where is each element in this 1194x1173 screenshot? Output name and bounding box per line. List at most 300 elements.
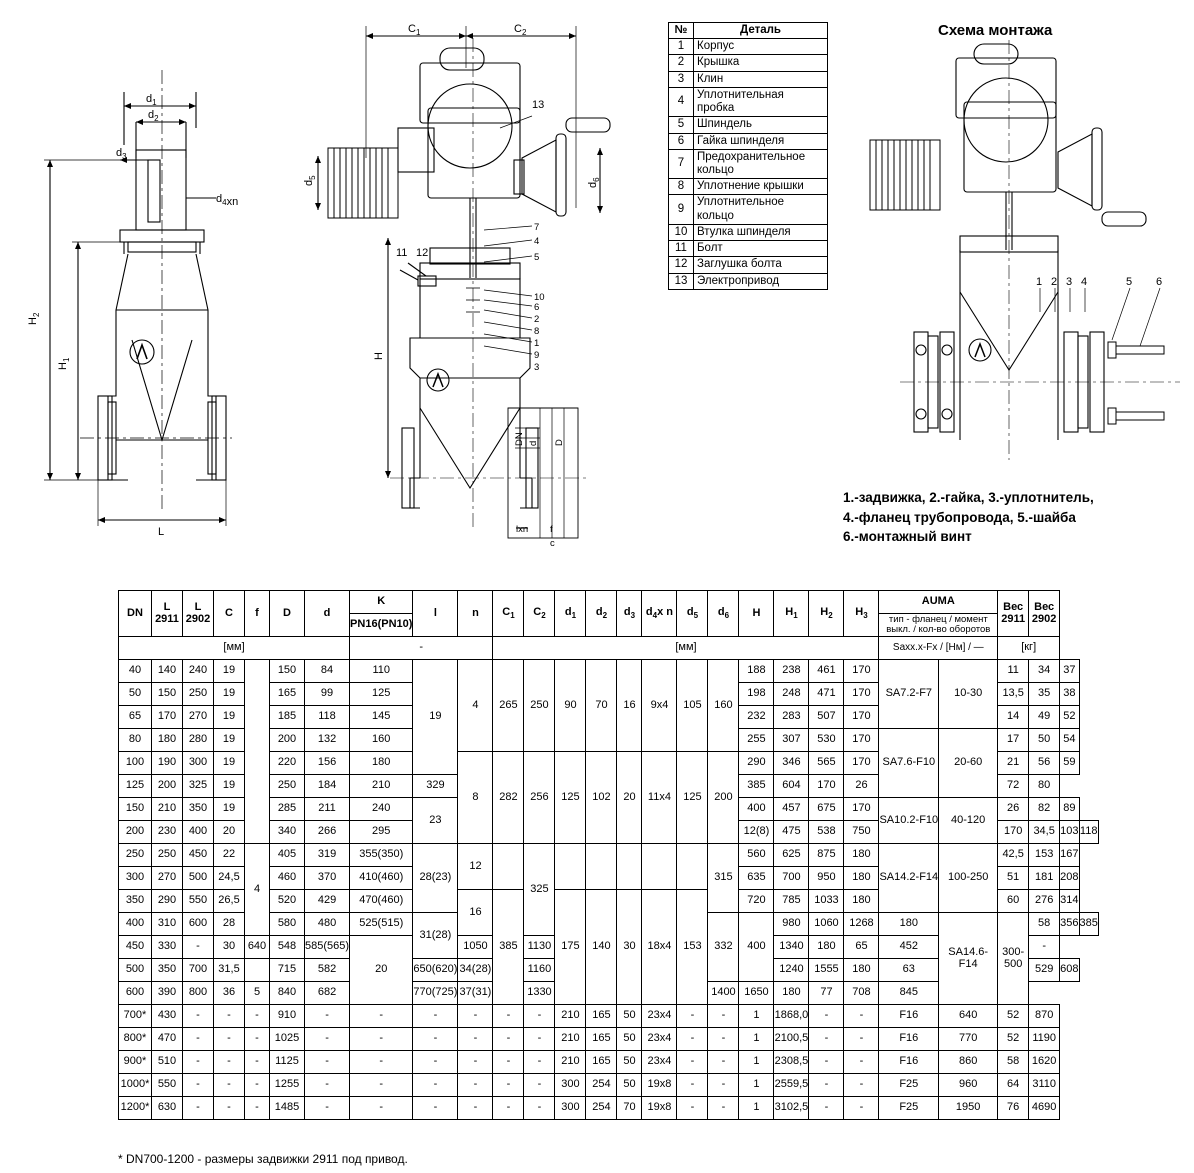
cell-d-big: 200 [270, 729, 305, 752]
svg-text:L: L [158, 526, 165, 538]
installation-scheme-drawing [840, 40, 1194, 490]
cell-weight-r: 89 [1060, 798, 1079, 821]
cell-d-small: - [305, 1028, 350, 1051]
cell-h: 980 [774, 913, 809, 936]
cell-weight-mid: 51 [998, 867, 1029, 890]
cell-d-small: 84 [305, 660, 350, 683]
cell-l: 37(31) [458, 982, 493, 1005]
col-d-small: d [305, 591, 350, 637]
cell-h: 1 [739, 1028, 774, 1051]
cell-dn: 125 [119, 775, 152, 798]
svg-text:DN: DN [514, 432, 525, 446]
cell-c1: 282 [493, 752, 524, 844]
cell-dn: 900* [119, 1051, 152, 1074]
cell-d-small: 211 [305, 798, 350, 821]
cell-h: 560 [739, 844, 774, 867]
cell-l2911: 270 [152, 867, 183, 890]
col-n: n [458, 591, 493, 637]
cell-d1: 90 [555, 660, 586, 752]
cell-d-big: 250 [270, 775, 305, 798]
cell-c: 30 [214, 936, 245, 959]
cell-weight-l: 452 [879, 936, 939, 959]
cell-h1: 3102,5 [774, 1097, 809, 1120]
cell-h3: 170 [844, 752, 879, 775]
cell-c1: - [493, 1097, 524, 1120]
cell-l: 34(28) [458, 959, 493, 982]
valve-with-actuator-drawing [270, 8, 670, 578]
svg-text:d2: $d_2$ [148, 109, 159, 123]
cell-c: - [214, 1097, 245, 1120]
cell-auma-type: SA14.2-F14 [879, 844, 939, 913]
cell-d-big: 1255 [270, 1074, 305, 1097]
cell-dn: 600 [119, 982, 152, 1005]
cell-weight-mid: 77 [809, 982, 844, 1005]
cell-d-big: 165 [270, 683, 305, 706]
cell-d-small: - [305, 1074, 350, 1097]
cell-weight-l: 181 [1029, 867, 1060, 890]
cell-d4xn [642, 844, 677, 890]
table-row [669, 195, 828, 224]
parts-header-name: Деталь [694, 23, 828, 39]
svg-text:8: 8 [534, 326, 540, 337]
cell-l: - [413, 1005, 458, 1028]
cell-h: 475 [774, 821, 809, 844]
cell-weight-r: 4690 [1029, 1097, 1060, 1120]
cell-d1: 175 [555, 890, 586, 1005]
cell-l2911: 200 [152, 775, 183, 798]
svg-text:d3: $d_3$ [116, 147, 127, 161]
table-row [669, 224, 828, 240]
cell-n: - [458, 1097, 493, 1120]
cell-k: 180 [350, 752, 413, 775]
cell-l2911: 510 [152, 1051, 183, 1074]
cell-l2911: 250 [152, 844, 183, 867]
cell-k: 355(350) [350, 844, 413, 867]
specifications-table [118, 590, 1099, 1120]
cell-d4xn: 19x8 [642, 1074, 677, 1097]
cell-l2911: 630 [152, 1097, 183, 1120]
units-mm-1: [мм] [119, 637, 350, 660]
cell-c: - [214, 1005, 245, 1028]
cell-weight-r: 118 [1079, 821, 1098, 844]
cell-f [245, 660, 270, 844]
svg-text:H: H [373, 352, 385, 360]
cell-d6: 315 [708, 844, 739, 913]
cell-c1: - [493, 1028, 524, 1051]
cell-dn: 300 [119, 867, 152, 890]
cell-d5: - [677, 1074, 708, 1097]
cell-d-small: 370 [305, 867, 350, 890]
part-num: 4 [669, 87, 694, 116]
part-num: 1 [669, 39, 694, 55]
part-num: 7 [669, 149, 694, 178]
cell-weight-l: 529 [1029, 959, 1060, 982]
cell-d-small: 184 [305, 775, 350, 798]
cell-h2: 471 [809, 683, 844, 706]
cell-c1: - [493, 1074, 524, 1097]
cell-h3: 180 [844, 959, 879, 982]
cell-dn: 800* [119, 1028, 152, 1051]
cell-d5: 125 [677, 752, 708, 844]
cell-h1: 238 [774, 660, 809, 683]
cell-l2902: 350 [183, 798, 214, 821]
cell-k: 470(460) [350, 890, 413, 913]
cell-l2911: 150 [152, 683, 183, 706]
cell-d5: 153 [677, 890, 708, 1005]
cell-weight-r: 167 [1060, 844, 1079, 867]
table-row [669, 55, 828, 71]
cell-auma-moment: 1950 [939, 1097, 998, 1120]
cell-d-big: 460 [270, 867, 305, 890]
cell-k: 525(515) [350, 913, 413, 936]
cell-auma-moment: 100-250 [939, 844, 998, 913]
cell-l2902: - [183, 1097, 214, 1120]
cell-l2911: 330 [152, 936, 183, 959]
cell-h3: - [844, 1097, 879, 1120]
cell-f: 4 [245, 844, 270, 936]
cell-d3: 20 [617, 752, 642, 844]
svg-text:9: 9 [534, 350, 540, 361]
cell-h: 188 [739, 660, 774, 683]
part-name: Предохранительное кольцо [694, 149, 828, 178]
cell-f: 5 [245, 982, 270, 1005]
cell-h: 400 [739, 798, 774, 821]
part-num: 11 [669, 241, 694, 257]
cell-h3: 180 [774, 982, 809, 1005]
cell-h2: 565 [809, 752, 844, 775]
cell-h: 255 [739, 729, 774, 752]
cell-h: 290 [739, 752, 774, 775]
part-name: Уплотнительное кольцо [694, 195, 828, 224]
svg-text:11: 11 [396, 247, 408, 259]
col-l: l [413, 591, 458, 637]
cell-d2: 102 [586, 752, 617, 844]
cell-h: 1160 [524, 959, 555, 982]
cell-h3: 170 [844, 706, 879, 729]
part-name: Электропривод [694, 273, 828, 289]
cell-weight-r: 3110 [1029, 1074, 1060, 1097]
cell-l2902: 700 [183, 959, 214, 982]
cell-k: 585(565) [305, 936, 350, 959]
cell-n: 8 [458, 752, 493, 844]
cell-n: - [458, 1074, 493, 1097]
cell-f: - [245, 1051, 270, 1074]
cell-h: 635 [739, 867, 774, 890]
table-row [669, 117, 828, 133]
part-name: Болт [694, 241, 828, 257]
cell-auma-type: SA7.6-F10 [879, 729, 939, 798]
cell-d-small: 582 [305, 959, 350, 982]
cell-c: 28 [214, 913, 245, 936]
cell-l2911: 430 [152, 1005, 183, 1028]
cell-n: 12 [458, 844, 493, 890]
cell-c: - [214, 1074, 245, 1097]
cell-h2: 604 [774, 775, 809, 798]
cell-auma-type: SA14.6-F14 [939, 913, 998, 1005]
cell-weight-l: 49 [1029, 706, 1060, 729]
cell-l2902: 400 [183, 821, 214, 844]
cell-h3: - [844, 1051, 879, 1074]
units-kg: [кг] [998, 637, 1060, 660]
cell-d-small: 156 [305, 752, 350, 775]
cell-c2: 256 [524, 752, 555, 844]
cell-auma-type: F25 [879, 1097, 939, 1120]
part-name: Корпус [694, 39, 828, 55]
svg-text:2: 2 [1051, 276, 1058, 288]
cell-h2: 1033 [809, 890, 844, 913]
cell-f [245, 959, 270, 982]
cell-d-small: 548 [270, 936, 305, 959]
cell-c: 22 [214, 844, 245, 867]
cell-weight-l: 356 [1060, 913, 1079, 936]
units-auma: Saxx.x-Fx / [Нм] / — [879, 637, 998, 660]
svg-text:1: 1 [534, 338, 540, 349]
cell-d3: 30 [617, 890, 642, 1005]
cell-weight-l: 708 [844, 982, 879, 1005]
montage-legend [843, 488, 1094, 547]
cell-weight-l: 76 [998, 1097, 1029, 1120]
col-d5: $d_5$ [677, 591, 708, 637]
cell-h1: 700 [774, 867, 809, 890]
cell-l2911: 140 [152, 660, 183, 683]
cell-h2: - [809, 1028, 844, 1051]
part-num: 2 [669, 55, 694, 71]
cell-l2902: 325 [183, 775, 214, 798]
cell-dn: 350 [119, 890, 152, 913]
svg-text:13: 13 [532, 99, 545, 111]
cell-h: 198 [739, 683, 774, 706]
cell-l2911: 180 [152, 729, 183, 752]
cell-d-small: 99 [305, 683, 350, 706]
cell-d4xn: 11x4 [642, 752, 677, 844]
col-h2: $H_2$ [809, 591, 844, 637]
montage-title: Схема монтажа [938, 22, 1053, 39]
cell-l2902: - [183, 1074, 214, 1097]
part-name: Уплотнение крышки [694, 179, 828, 195]
cell-weight-mid: 58 [1029, 913, 1060, 936]
cell-weight-r: 37 [1060, 660, 1079, 683]
cell-d4xn: 19x8 [642, 1097, 677, 1120]
cell-auma-moment: 10-30 [939, 660, 998, 729]
cell-h1: 1400 [708, 982, 739, 1005]
cell-h3: - [844, 1005, 879, 1028]
cell-c: 19 [214, 775, 245, 798]
cell-k: 110 [350, 660, 413, 683]
cell-h2: 1268 [844, 913, 879, 936]
cell-l: - [413, 1028, 458, 1051]
col-dn: DN [119, 591, 152, 637]
cell-auma-type: F25 [879, 1074, 939, 1097]
cell-d3: 50 [617, 1028, 642, 1051]
cell-d6: - [708, 1028, 739, 1051]
cell-d5: - [677, 1005, 708, 1028]
cell-h3: 170 [844, 683, 879, 706]
cell-h1: 2308,5 [774, 1051, 809, 1074]
col-k-sub: PN16(PN10) [350, 614, 413, 637]
legend-line-1: 1.-задвижка, 2.-гайка, 3.-уплотнитель, [843, 490, 1094, 505]
col-c2: $C_2$ [524, 591, 555, 637]
cell-l2902: 270 [183, 706, 214, 729]
cell-d6: - [708, 1051, 739, 1074]
cell-d-big: 150 [270, 660, 305, 683]
cell-d-big: 840 [270, 982, 305, 1005]
cell-d-big: 285 [270, 798, 305, 821]
cell-d-big: 520 [270, 890, 305, 913]
cell-c1: - [493, 1005, 524, 1028]
cell-dn: 250 [119, 844, 152, 867]
cell-h3: 170 [844, 798, 879, 821]
cell-dn: 65 [119, 706, 152, 729]
table-row [119, 1005, 1099, 1028]
part-name: Крышка [694, 55, 828, 71]
table-row [119, 1051, 1099, 1074]
part-name: Гайка шпинделя [694, 133, 828, 149]
cell-d-big: 1485 [270, 1097, 305, 1120]
cell-l: - [413, 1074, 458, 1097]
cell-d3: 16 [617, 660, 642, 752]
cell-c: 26,5 [214, 890, 245, 913]
parts-header-num: № [669, 23, 694, 39]
cell-weight-mid: 60 [998, 890, 1029, 913]
cell-h: 1 [739, 1074, 774, 1097]
cell-l2911: 470 [152, 1028, 183, 1051]
cell-dn: 50 [119, 683, 152, 706]
cell-c2: - [524, 1097, 555, 1120]
svg-text:D: D [554, 439, 565, 446]
cell-c: 19 [214, 683, 245, 706]
cell-k: 295 [350, 821, 413, 844]
cell-d-big: 640 [245, 936, 270, 959]
cell-l: - [413, 1051, 458, 1074]
cell-h1: 785 [774, 890, 809, 913]
cell-c: 19 [214, 729, 245, 752]
svg-text:10: 10 [534, 292, 545, 303]
cell-h3: 170 [844, 660, 879, 683]
cell-l2911: 550 [152, 1074, 183, 1097]
cell-dn: 40 [119, 660, 152, 683]
cell-weight-r: 54 [1060, 729, 1079, 752]
cell-n: 4 [458, 660, 493, 752]
cell-weight-r: 385 [1079, 913, 1098, 936]
cell-d-big: 340 [270, 821, 305, 844]
cell-dn: 150 [119, 798, 152, 821]
cell-h2: 1555 [809, 959, 844, 982]
cell-h3: 180 [844, 890, 879, 913]
svg-text:H1: $H_1$ [57, 357, 71, 370]
table-row [669, 87, 828, 116]
cell-d1 [555, 844, 586, 890]
cell-k: 240 [350, 798, 413, 821]
col-d4xn: $d_4x$ n [642, 591, 677, 637]
cell-weight-l: 72 [998, 775, 1029, 798]
cell-weight-mid: 26 [998, 798, 1029, 821]
cell-weight-r: 314 [1060, 890, 1079, 913]
cell-k: 410(460) [350, 867, 413, 890]
cell-c1: 265 [493, 660, 524, 752]
cell-h3: - [844, 1074, 879, 1097]
legend-line-3: 6.-монтажный винт [843, 529, 972, 545]
cell-dn: 1000* [119, 1074, 152, 1097]
cell-weight-r: - [1029, 936, 1060, 959]
cell-d5 [677, 844, 708, 890]
table-row [669, 257, 828, 273]
cell-weight-l: 82 [1029, 798, 1060, 821]
parts-table [668, 22, 828, 290]
cell-d4xn: 9x4 [642, 660, 677, 752]
svg-text:2: 2 [534, 314, 540, 325]
part-num: 8 [669, 179, 694, 195]
cell-h1: 1240 [774, 959, 809, 982]
svg-text:lxn: lxn [516, 524, 529, 535]
cell-weight-l: 103 [1060, 821, 1079, 844]
cell-weight-mid: 13,5 [998, 683, 1029, 706]
cell-h2: - [809, 1074, 844, 1097]
cell-k: 160 [350, 729, 413, 752]
part-num: 10 [669, 224, 694, 240]
cell-h1: 283 [774, 706, 809, 729]
cell-c: 31,5 [214, 959, 245, 982]
cell-h3: - [844, 1028, 879, 1051]
cell-h3: 170 [809, 775, 844, 798]
cell-c: 19 [214, 752, 245, 775]
table-row [669, 179, 828, 195]
valve-front-view-drawing [20, 10, 270, 570]
cell-d2: 165 [586, 1028, 617, 1051]
col-h1: $H_1$ [774, 591, 809, 637]
table-footnote: * DN700-1200 - размеры задвижки 2911 под привод. [118, 1152, 408, 1166]
cell-dn: 450 [119, 936, 152, 959]
cell-c2: 250 [524, 660, 555, 752]
cell-weight-l: 52 [998, 1028, 1029, 1051]
cell-weight-l: 276 [1029, 890, 1060, 913]
cell-weight-mid: 14 [998, 706, 1029, 729]
cell-d2 [586, 844, 617, 890]
cell-c2: 325 [524, 844, 555, 936]
cell-h1: 2559,5 [774, 1074, 809, 1097]
svg-text:f: f [550, 524, 553, 535]
col-d-big: D [270, 591, 305, 637]
cell-l: 23 [413, 798, 458, 844]
cell-d-big: 1125 [270, 1051, 305, 1074]
cell-d6: 160 [708, 660, 739, 752]
cell-d1: 300 [555, 1074, 586, 1097]
cell-h2: 1340 [774, 936, 809, 959]
cell-weight-l: 34 [1029, 660, 1060, 683]
table-row [119, 844, 1099, 867]
cell-d-small: 319 [305, 844, 350, 867]
svg-text:6: 6 [1156, 276, 1163, 288]
cell-l2902: 600 [183, 913, 214, 936]
cell-auma-type: F16 [879, 1051, 939, 1074]
cell-h: 329 [413, 775, 458, 798]
part-num: 3 [669, 71, 694, 87]
svg-text:H2: $H_2$ [27, 312, 41, 325]
cell-l2902: 550 [183, 890, 214, 913]
cell-h: 720 [739, 890, 774, 913]
cell-h2: 875 [809, 844, 844, 867]
cell-auma-type: SA10.2-F10 [879, 798, 939, 844]
cell-l2902: - [183, 936, 214, 959]
cell-f: - [245, 1005, 270, 1028]
cell-l2911: 310 [152, 913, 183, 936]
cell-l2911: 390 [152, 982, 183, 1005]
cell-h: 1 [739, 1097, 774, 1120]
svg-text:C1: $C_1$ [408, 23, 421, 37]
cell-d5: - [677, 1051, 708, 1074]
cell-h3: 180 [809, 936, 844, 959]
cell-f: - [245, 1074, 270, 1097]
part-name: Клин [694, 71, 828, 87]
